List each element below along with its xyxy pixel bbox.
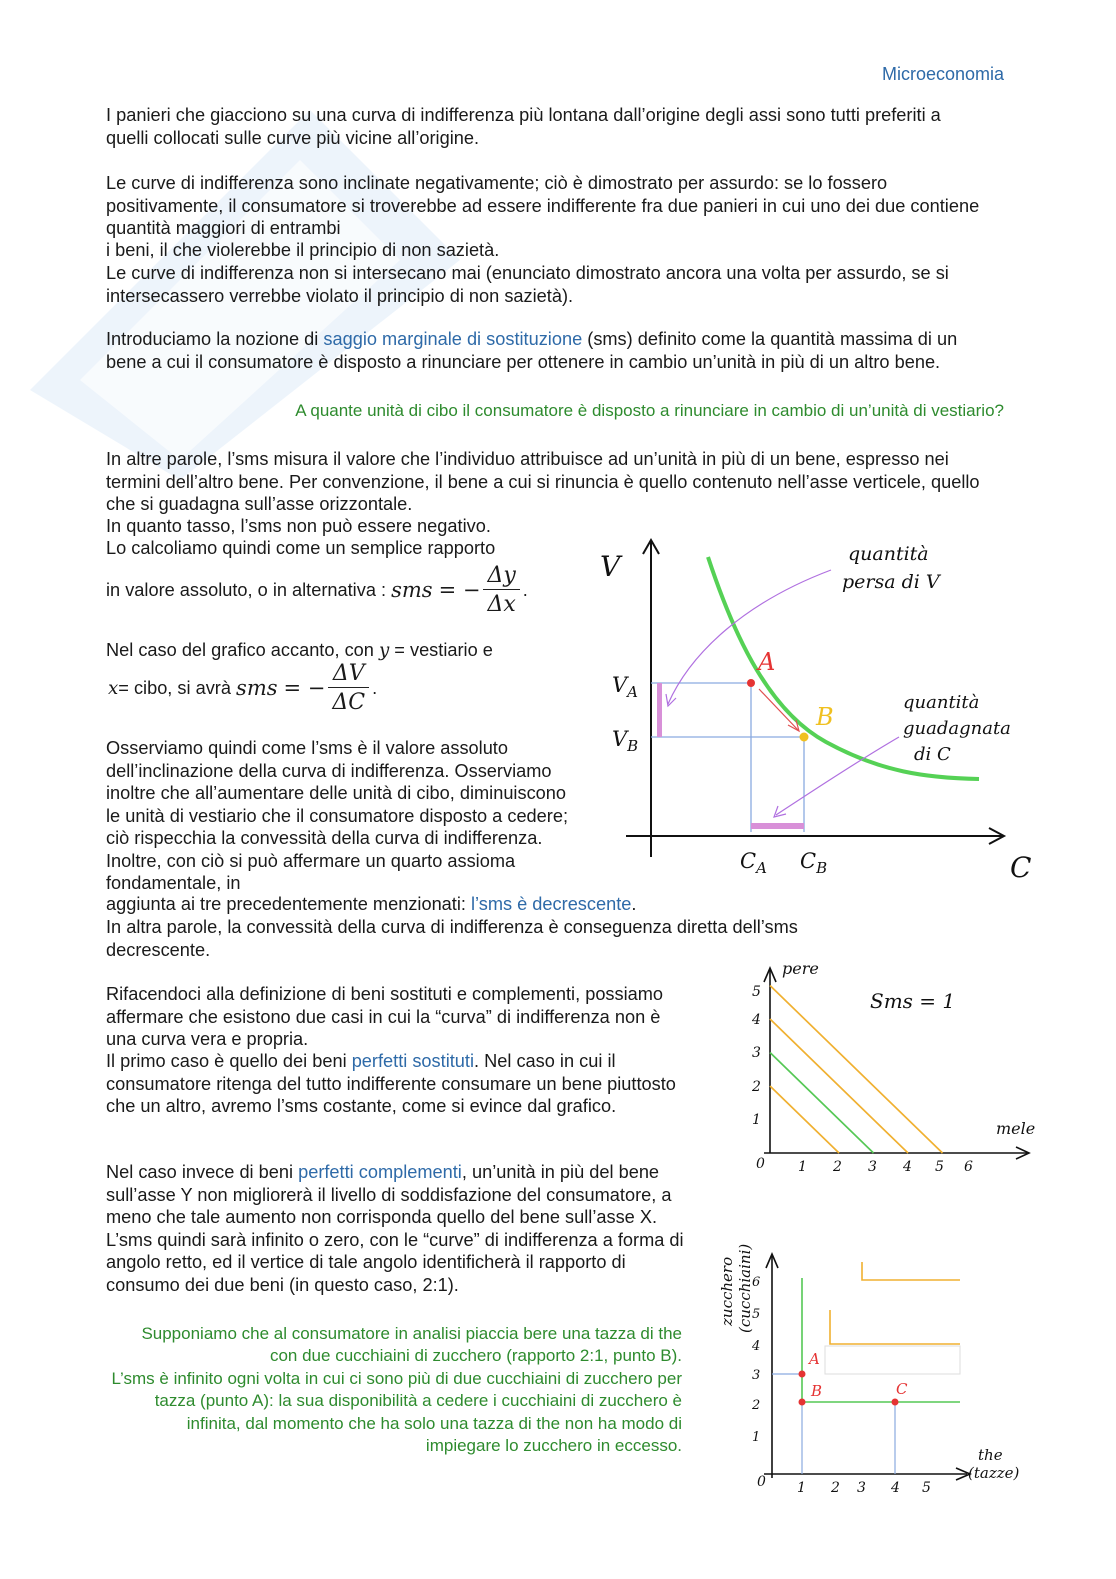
point-a-label: A [758,648,776,676]
y-axis-label: V [600,550,621,583]
svg-text:3: 3 [857,1480,866,1496]
point-a [747,679,755,687]
y-axis-label: pere [782,959,819,978]
arrow-a-to-b [759,689,798,730]
svg-text:4: 4 [903,1159,912,1175]
paragraph-perfect-complements: Nel caso invece di beni perfetti complementi, un’unità in più del bene sull’asse Y non migliorerà il livello di soddisfazione del consumatore, a meno che tale aumento non corrisponda quello del bene sull’asse X. L’sms quindi sarà infinito o zero, con le “curve” di indifferenza a forma di angolo retto, ed il vertice di tale angolo identificherà il rapporto di consumo dei due beni (in questo caso, 2:1). [106,1162,684,1295]
fraction-dy-dx: $\frac{\Delta y}{\Delta x}$ [483,563,519,617]
x-axis-label: C [1010,851,1032,882]
paragraph-ratio: Lo calcoliamo quindi come un semplice rapporto [106,538,496,558]
svg-text:3: 3 [752,1045,761,1061]
indifference-curve-graph [596,532,1046,882]
svg-text:0: 0 [757,1474,766,1490]
x-tick-labels [756,1156,973,1175]
paragraph-non-negative: In quanto tasso, l’sms non può essere negativo. [106,516,491,536]
svg-text:5: 5 [752,984,761,1000]
svg-text:1: 1 [752,1112,761,1128]
paragraph-sms-definition: Introduciamo la nozione di saggio marginale di sostituzione (sms) definito come la quantità massima di un bene a cui il consumatore è disposto a rinunciare per ottenere in cambio un’unità in più di un altro bene. [106,329,958,372]
note-lost-v: quantità persa di V [842,543,940,593]
sms-title: Sms = 1 [870,989,956,1013]
point-a-label: A [809,1350,820,1368]
x-axis-label: the (tazze) [968,1446,1020,1482]
svg-text:5: 5 [935,1159,944,1175]
point-a [799,1371,806,1378]
indifference-line-1 [770,1086,839,1153]
y-axis-label: zucchero (cucchiaini) [718,1243,754,1333]
cb-label: $C_B$ [800,849,828,877]
svg-text:3: 3 [752,1368,761,1383]
svg-text:1: 1 [752,1430,761,1445]
svg-text:2: 2 [831,1480,840,1496]
svg-text:6: 6 [752,1275,761,1290]
paragraph-substitutes-intro: Rifacendoci alla definizione di beni sostituti e complementi, possiamo affermare che esistono due casi in cui la “curva” di indifferenza non è una curva vera e propria. [106,984,664,1049]
y-tick-labels [751,984,761,1128]
ca-label: $C_A$ [740,849,767,877]
indifference-l-curve-2 [830,1310,960,1344]
header-title: Microeconomia [881,64,1004,84]
point-c-label: C [896,1380,908,1398]
point-b [800,733,809,742]
lost-v-bracket [657,683,662,737]
paragraph-sms-meaning: In altre parole, l’sms misura il valore che l’individuo attribuisce ad un’unità in più di un bene, espresso nei termini dell’altro bene. Per convenzione, il bene a cui si rinuncia è quello contenuto nell’asse verticele, quello che si guadagna sull’asse orizzontale. [106,449,980,514]
va-label: $V_A$ [612,673,639,701]
svg-text:3: 3 [868,1159,877,1175]
svg-text:0: 0 [756,1156,765,1172]
note-gained-c: quantità guadagnata di C [903,692,1011,765]
point-b-label: B [816,703,834,731]
paragraph-fourth-axiom: aggiunta ai tre precedentemente menzionati: l’sms è decrescente. [106,894,637,914]
x-axis-label: mele [996,1119,1036,1138]
svg-text:1: 1 [798,1159,807,1175]
indifference-line-3 [770,1019,908,1153]
paragraph-convexity: Osserviamo quindi come l’sms è il valore assoluto dell’inclinazione della curva di indifferenza. Osserviamo inoltre che all’aumentare delle unità di cibo, diminuiscono le unità di vestiario che il consumatore disposto a cedere; ciò rispecchia la convessità della curva di indifferenza. Inoltre, con ciò si può affermare un quarto assioma fondamentale, in [106,738,569,893]
svg-text:4: 4 [752,1339,761,1354]
svg-text:2: 2 [833,1159,842,1175]
formula-line-1: in valore assoluto, o in alternativa : sms = − $\frac{\Delta y}{\Delta x}$ . [106,563,528,617]
sms-decreasing-term: l’sms è decrescente [471,894,632,914]
paragraph-graph-case: Nel caso del grafico accanto, con y = vestiario e [106,640,493,661]
svg-text:2: 2 [752,1079,761,1095]
formula-line-2: x = cibo, si avrà sms = − $\frac{\Delta V}{\Delta C}$ . [108,661,378,715]
perfect-complements-term: perfetti complementi [298,1162,462,1182]
fraction-dv-dc: $\frac{\Delta V}{\Delta C}$ [328,661,369,715]
point-b [799,1399,806,1406]
question-note: A quante unità di cibo il consumatore è disposto a rinunciare in cambio di un’unità di vestiario? [295,401,1004,420]
svg-text:1: 1 [797,1480,806,1496]
vb-label: $V_B$ [612,727,639,755]
svg-text:4: 4 [752,1012,761,1028]
indifference-l-curve-1 [802,1278,960,1402]
svg-text:6: 6 [964,1159,973,1175]
perfect-complements-graph [712,1238,1042,1503]
paragraph-preferences: I panieri che giacciono su una curva di indifferenza più lontana dall’origine degli assi sono tutti preferiti a quelli collocati sulle curve più vicine all’origine. [106,105,941,148]
svg-text:2: 2 [752,1398,761,1413]
indifference-line-2 [770,1053,874,1154]
note-infinite-sms: L’sms è infinito ogni volta in cui ci sono più di due cucchiaini di zucchero per tazza (punto A): la sua disponibilità a cedere i cucchiaini di zucchero è infinita, dal momento che ha solo una tazza di the non ha modo di impiegare lo zucchero in eccesso. [111,1369,682,1455]
indifference-l-curve-3 [862,1262,960,1280]
point-b-label: B [811,1382,823,1400]
perfect-substitutes-graph [742,956,1042,1181]
perfect-substitutes-term: perfetti sostituti [351,1051,475,1071]
paragraph-convexity-consequence: In altra parole, la convessità della curva di indifferenza è conseguenza diretta dell’sms decrescente. [106,917,798,960]
x-tick-labels [757,1474,931,1496]
note-tea-sugar: Supponiamo che al consumatore in analisi piaccia bere una tazza di the con due cucchiaini di zucchero (rapporto 2:1, punto B). [141,1324,682,1366]
sms-term: saggio marginale di sostituzione [323,329,583,349]
paragraph-perfect-substitutes: Il primo caso è quello dei beni perfetti sostituti. Nel caso in cui il consumatore ritenga del tutto indifferente consumare un bene piuttosto che un altro, avremo l’sms costante, come si evince dal grafico. [106,1051,676,1116]
paragraph-non-satiety: i beni, il che violerebbe il principio di non sazietà. [106,240,500,260]
paragraph-no-intersection: Le curve di indifferenza non si intersecano mai (enunciato dimostrato ancora una volta per assurdo, se si intersecassero verrebbe violato il principio di non sazietà). [106,263,949,306]
svg-text:5: 5 [752,1307,761,1322]
svg-text:4: 4 [891,1480,900,1496]
point-c [892,1399,899,1406]
paragraph-negative-slope: Le curve di indifferenza sono inclinate negativamente; ciò è dimostrato per assurdo: se lo fossero positivamente, il consumatore si troverebbe ad essere indifferente fra due panieri in cui uno dei due contiene quantità maggiori di entrambi [106,173,980,238]
gained-c-bracket [751,823,804,829]
svg-text:5: 5 [922,1480,931,1496]
